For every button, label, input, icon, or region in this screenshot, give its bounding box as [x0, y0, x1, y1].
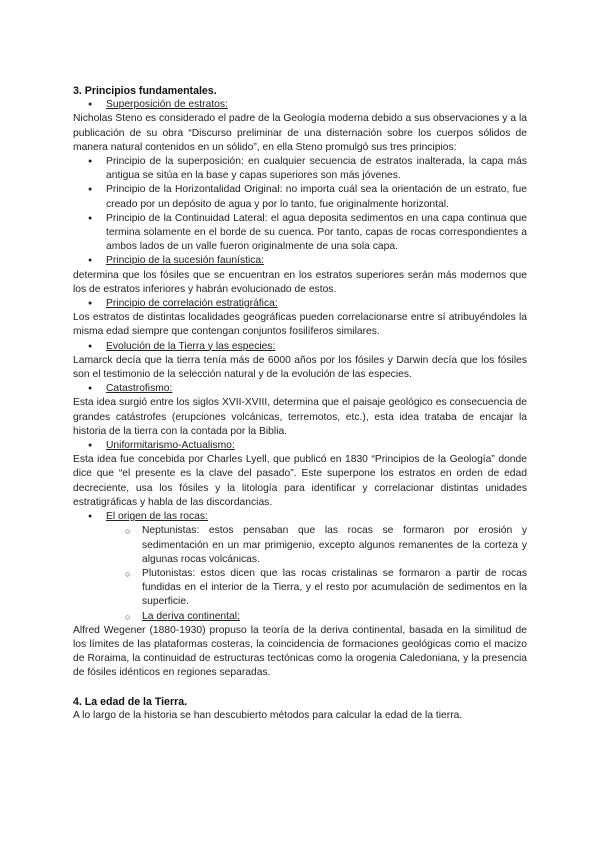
paragraph-edad-tierra: A lo largo de la historia se han descubierto métodos para calcular la edad de la tierra.: [73, 709, 463, 721]
principle-superposicion: ● Principio de la superposición: en cualquier secuencia de estratos inalterada, la capa más antigua se sitúa en la base y capas superiores son más jóvenes.: [73, 155, 527, 183]
heading-origen-rocas: ● El origen de las rocas:: [73, 510, 527, 524]
heading-catastrofismo: ● Catastrofismo:: [73, 382, 527, 396]
section-3-title: 3. Principios fundamentales.: [73, 85, 217, 97]
document-body: [73, 84, 527, 723]
section-4-title: 4. La edad de la Tierra.: [73, 695, 188, 708]
principle-continuidad: ● Principio de la Continuidad Lateral: el agua deposita sedimentos en una capa continua que termina solamente en el borde de su cuenca. Por tanto, capas de rocas correspondientes a ambos lados de un valle fueron originalmente de una sola capa.: [73, 212, 527, 255]
paragraph-deriva: Alfred Wegener (1880-1930) propuso la teoría de la deriva continental, basada en la similitud de los límites de las plataformas costeras, la coincidencia de formaciones geológicas como el macizo de Roraima, la continuidad de estructuras tectónicas como la orogenia Caledoniana, y la presencia de fósiles idénticos en regiones separadas.: [73, 624, 527, 679]
heading-sucesion-faunistica: ● Principio de la sucesión faunística:: [73, 254, 527, 268]
paragraph-correlacion: Los estratos de distintas localidades geográficas pueden correlacionarse entre sí atribuyéndoles la misma edad siempre que contengan conjuntos fosilíferos similares.: [73, 312, 527, 338]
heading-correlacion: ● Principio de correlación estratigráfica:: [73, 297, 527, 311]
heading-deriva-continental: ○ La deriva continental:: [73, 610, 527, 624]
principle-horizontalidad: ● Principio de la Horizontalidad Original: no importa cuál sea la orientación de un estrato, fue creado por un depósito de agua y por lo tanto, fue originalmente horizontal.: [73, 183, 527, 211]
paragraph-catastrofismo: Esta idea surgió entre los siglos XVII-XVIII, determina que el paisaje geológico es consecuencia de grandes catástrofes (erupciones volcánicas, terremotos, etc.), esta idea trataba de encajar la historia de la tierra con la contada por la Biblia.: [73, 397, 527, 437]
paragraph-uniformitarismo: Esta idea fue concebida por Charles Lyell, que publicó en 1830 “Principios de la Geología” donde dice que “el presente es la clave del pasado”. Este superpone los estratos en orden de edad decreciente, usa los fósiles y la litología para identificar y correlacionar distintas unidades estratigráficas y habla de las discordancias.: [73, 454, 527, 508]
paragraph-sucesion: determina que los fósiles que se encuentran en los estratos superiores serán más modernos que los de estratos inferiores y habrán evolucionado de estos.: [73, 269, 527, 295]
item-neptunistas: ○ Neptunistas: estos pensaban que las rocas se formaron por erosión y sedimentación en un mar primigenio, excepto algunos remanentes de la corteza y algunas rocas volcánicas.: [73, 524, 527, 567]
paragraph-evolucion: Lamarck decía que la tierra tenía más de 6000 años por los fósiles y Darwin decía que los fósiles son el testimonio de la selección natural y de la evolución de las especies.: [73, 354, 527, 381]
paragraph-steno: Nicholas Steno es considerado el padre de la Geología moderna debido a sus observaciones y a la publicación de su obra “Discurso preliminar de una disternación sobre los cuerpos sólidos de manera natural contenidos en un sólido”, en ella Steno promulgó sus tres principios:: [73, 113, 527, 153]
heading-evolucion: ● Evolución de la Tierra y las especies:: [73, 340, 527, 354]
heading-superposicion: ● Superposición de estratos:: [73, 98, 527, 112]
heading-uniformitarismo: ● Uniformitarismo-Actualismo:: [73, 439, 527, 453]
item-plutonistas: ○ Plutonistas: estos dicen que las rocas cristalinas se formaron a partir de rocas fundidas en el interior de la Tierra, y el resto por acumulación de sedimentos en la superficie.: [73, 567, 527, 610]
